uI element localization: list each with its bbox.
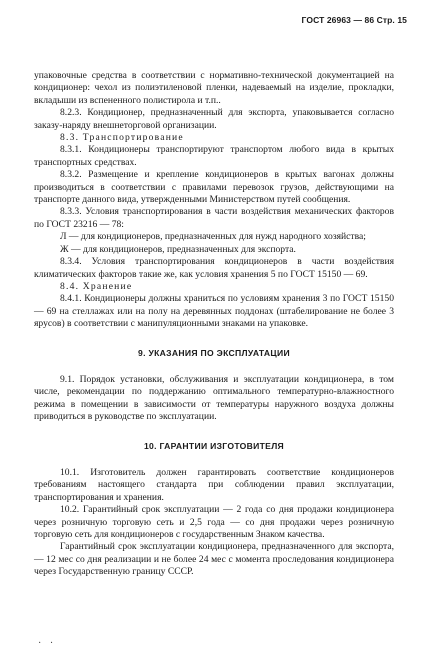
subheading-8-4-storage: 8.4. Хранение	[60, 280, 133, 292]
paragraph-8-2-3: 8.2.3. Кондиционер, предназначенный для экспорта, упаковывается согласно заказу-наряду внешнеторговой организации.	[34, 107, 394, 131]
section-9-heading: 9. УКАЗАНИЯ ПО ЭКСПЛУАТАЦИИ	[138, 347, 290, 358]
paragraph-8-3-3: 8.3.3. Условия транспортирования в части воздействия механических факторов по ГОСТ 23216 — 78:	[34, 206, 394, 230]
footer-marks: · ·	[38, 638, 57, 649]
paragraph-8-3-1: 8.3.1. Кондиционеры транспортируют транспортом любого вида в крытых транспортных средствах.	[34, 144, 394, 168]
paragraph-8-4-1: 8.4.1. Кондиционеры должны храниться по условиям хранения 3 по ГОСТ 15150 — 69 на стеллажах или на полу на деревянных поддонах (штабелирование не более 3 ярусов) в соответствии с манипуляционными знаками на упаковке.	[34, 293, 394, 330]
paragraph-8-3-4: 8.3.4. Условия транспортирования кондиционеров в части воздействия климатических факторов такие же, как условия хранения 5 по ГОСТ 15150 — 69.	[34, 256, 394, 280]
page-content	[34, 70, 394, 579]
page-header: ГОСТ 26963 — 86 Стр. 15	[301, 15, 407, 25]
paragraph-10-2-export: Гарантийный срок эксплуатации кондиционера, предназначенного для экспорта, — 12 мес со дня реализации и не более 24 мес с момента проследования кондиционера через Государственную границу СССР.	[34, 541, 394, 578]
paragraph-10-1: 10.1. Изготовитель должен гарантировать соответствие кондиционеров требованиям настоящего стандарта при соблюдении правил эксплуатации, транспортирования и хранения.	[34, 466, 394, 503]
paragraph-8-3-3-zh: Ж — для кондиционеров, предназначенных для экспорта.	[60, 243, 296, 255]
subheading-8-3-transport: 8.3. Транспортирование	[60, 132, 184, 144]
paragraph-9-1: 9.1. Порядок установки, обслуживания и эксплуатации кондиционера, в том числе, рекомендации по поддержанию оптимального температурно-влажностного режима в помещении в зависимости от температуры наружного воздуха должны приводиться в руководстве по эксплуатации.	[34, 373, 394, 423]
section-10-heading: 10. ГАРАНТИИ ИЗГОТОВИТЕЛЯ	[143, 440, 285, 451]
paragraph-8-3-2: 8.3.2. Размещение и крепление кондиционеров в крытых вагонах должны производиться в соответствии с правилами перевозок грузов, действующими на транспорте данного вида, утвержденными Министерством путей сообщения.	[34, 169, 394, 206]
paragraph-packaging-continued: упаковочные средства в соответствии с нормативно-технической документацией на кондиционер: чехол из полиэтиленовой пленки, надеваемый на изделие, прокладки, вкладыши из вспененного полистирола и т.п..	[34, 70, 394, 106]
paragraph-10-2: 10.2. Гарантийный срок эксплуатации — 2 года со дня продажи кондиционера через розничную торговую сеть и 2,5 года — со дня продажи через розничную торговую сеть для кондиционеров с государственным Знаком качества.	[34, 504, 394, 540]
paragraph-8-3-3-l: Л — для кондиционеров, предназначенных для нужд народного хозяйства;	[60, 231, 366, 243]
